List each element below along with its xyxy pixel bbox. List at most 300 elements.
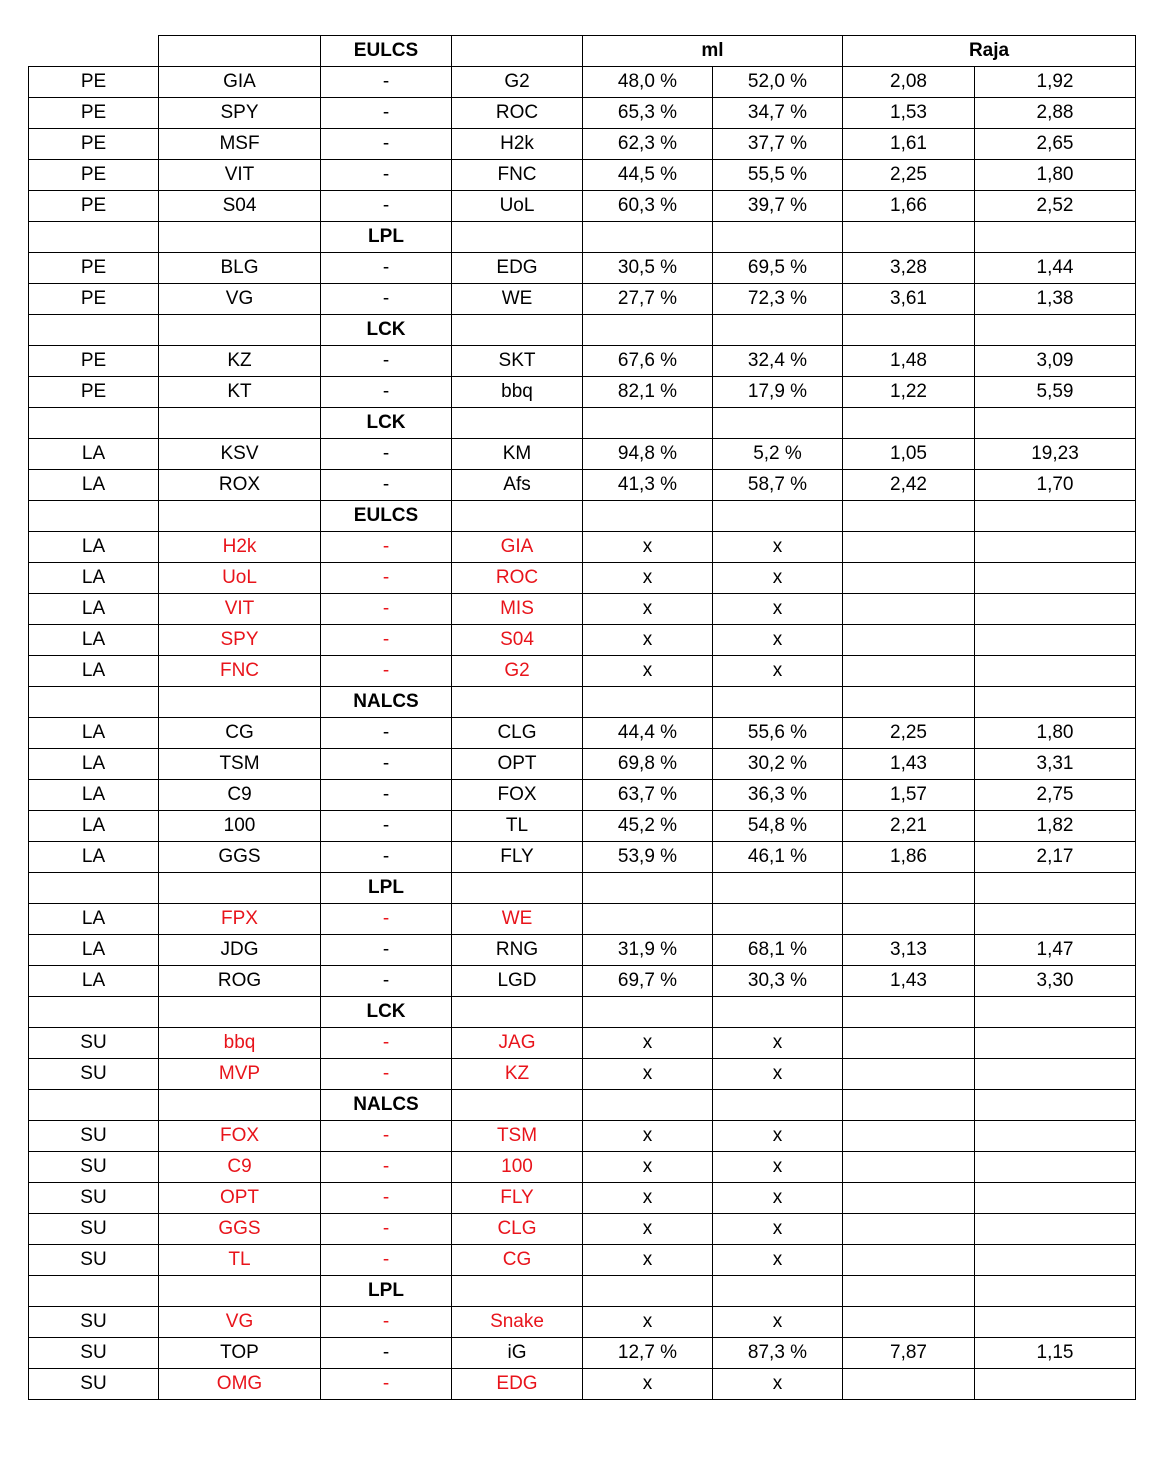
away-odds-cell: 3,09 xyxy=(975,346,1136,377)
league-row xyxy=(29,1090,1136,1121)
match-row xyxy=(29,966,1136,997)
home-odds-cell: 3,28 xyxy=(843,253,975,284)
away-odds-cell xyxy=(975,1369,1136,1400)
empty-cell xyxy=(159,687,321,718)
home-probability-cell: 65,3 % xyxy=(583,98,713,129)
day-cell: SU xyxy=(29,1214,159,1245)
empty-cell xyxy=(583,501,713,532)
home-probability-cell: 67,6 % xyxy=(583,346,713,377)
separator-cell: - xyxy=(321,718,452,749)
empty-cell xyxy=(713,408,843,439)
match-row xyxy=(29,191,1136,222)
empty-cell xyxy=(843,1090,975,1121)
away-odds-cell xyxy=(975,1214,1136,1245)
away-odds-cell: 2,65 xyxy=(975,129,1136,160)
day-cell: PE xyxy=(29,253,159,284)
away-probability-cell: 87,3 % xyxy=(713,1338,843,1369)
separator-cell: - xyxy=(321,67,452,98)
home-team-cell: TL xyxy=(159,1245,321,1276)
league-row xyxy=(29,687,1136,718)
home-probability-cell: x xyxy=(583,594,713,625)
away-odds-cell xyxy=(975,1245,1136,1276)
away-team-cell: S04 xyxy=(452,625,583,656)
match-row xyxy=(29,1307,1136,1338)
day-cell: LA xyxy=(29,563,159,594)
match-row xyxy=(29,1028,1136,1059)
league-row xyxy=(29,997,1136,1028)
league-label: LPL xyxy=(321,222,452,253)
away-odds-cell: 1,80 xyxy=(975,718,1136,749)
home-probability-cell: x xyxy=(583,1245,713,1276)
home-team-cell: TOP xyxy=(159,1338,321,1369)
day-cell: LA xyxy=(29,532,159,563)
day-cell: PE xyxy=(29,160,159,191)
match-row xyxy=(29,656,1136,687)
match-row xyxy=(29,811,1136,842)
home-odds-cell: 2,25 xyxy=(843,160,975,191)
home-odds-cell: 2,08 xyxy=(843,67,975,98)
away-team-cell: H2k xyxy=(452,129,583,160)
away-team-cell: LGD xyxy=(452,966,583,997)
day-cell: PE xyxy=(29,191,159,222)
empty-cell xyxy=(452,1090,583,1121)
league-row xyxy=(29,873,1136,904)
home-probability-cell xyxy=(583,904,713,935)
home-probability-cell: x xyxy=(583,656,713,687)
match-row xyxy=(29,1059,1136,1090)
empty-cell xyxy=(583,1276,713,1307)
match-row xyxy=(29,594,1136,625)
away-probability-cell: x xyxy=(713,594,843,625)
separator-cell: - xyxy=(321,935,452,966)
day-cell: SU xyxy=(29,1121,159,1152)
separator-cell: - xyxy=(321,470,452,501)
league-row xyxy=(29,315,1136,346)
match-row xyxy=(29,532,1136,563)
empty-cell xyxy=(583,1090,713,1121)
away-probability-cell: 52,0 % xyxy=(713,67,843,98)
away-odds-cell xyxy=(975,594,1136,625)
away-team-cell: FLY xyxy=(452,1183,583,1214)
home-team-cell: FPX xyxy=(159,904,321,935)
empty-cell xyxy=(713,501,843,532)
away-team-cell: TL xyxy=(452,811,583,842)
match-row xyxy=(29,718,1136,749)
away-team-cell: G2 xyxy=(452,67,583,98)
empty-cell xyxy=(29,1090,159,1121)
separator-cell: - xyxy=(321,749,452,780)
header-blank xyxy=(452,36,583,67)
home-odds-cell: 1,57 xyxy=(843,780,975,811)
separator-cell: - xyxy=(321,1338,452,1369)
separator-cell: - xyxy=(321,98,452,129)
home-probability-cell: x xyxy=(583,1214,713,1245)
day-cell: PE xyxy=(29,67,159,98)
league-label: EULCS xyxy=(321,501,452,532)
away-probability-cell: 34,7 % xyxy=(713,98,843,129)
away-odds-cell xyxy=(975,625,1136,656)
home-team-cell: CG xyxy=(159,718,321,749)
away-probability-cell: 54,8 % xyxy=(713,811,843,842)
empty-cell xyxy=(843,1276,975,1307)
empty-cell xyxy=(452,997,583,1028)
league-label: LCK xyxy=(321,997,452,1028)
empty-cell xyxy=(843,408,975,439)
away-probability-cell: 55,6 % xyxy=(713,718,843,749)
empty-cell xyxy=(713,997,843,1028)
away-probability-cell: 72,3 % xyxy=(713,284,843,315)
league-row xyxy=(29,501,1136,532)
away-team-cell: EDG xyxy=(452,1369,583,1400)
away-odds-cell: 1,70 xyxy=(975,470,1136,501)
away-odds-cell: 2,52 xyxy=(975,191,1136,222)
away-probability-cell xyxy=(713,904,843,935)
away-odds-cell xyxy=(975,656,1136,687)
away-odds-cell: 1,92 xyxy=(975,67,1136,98)
away-team-cell: MIS xyxy=(452,594,583,625)
match-row xyxy=(29,904,1136,935)
match-row xyxy=(29,470,1136,501)
away-odds-cell: 1,82 xyxy=(975,811,1136,842)
away-odds-cell xyxy=(975,563,1136,594)
home-team-cell: bbq xyxy=(159,1028,321,1059)
home-team-cell: VIT xyxy=(159,160,321,191)
away-team-cell: TSM xyxy=(452,1121,583,1152)
empty-cell xyxy=(29,315,159,346)
home-odds-cell: 1,48 xyxy=(843,346,975,377)
league-label: LPL xyxy=(321,873,452,904)
day-cell: LA xyxy=(29,470,159,501)
separator-cell: - xyxy=(321,191,452,222)
empty-cell xyxy=(159,997,321,1028)
away-team-cell: JAG xyxy=(452,1028,583,1059)
separator-cell: - xyxy=(321,284,452,315)
away-odds-cell xyxy=(975,532,1136,563)
header-raja: Raja xyxy=(843,36,1136,67)
match-row xyxy=(29,625,1136,656)
away-team-cell: OPT xyxy=(452,749,583,780)
away-team-cell: WE xyxy=(452,284,583,315)
day-cell: LA xyxy=(29,749,159,780)
empty-cell xyxy=(583,873,713,904)
away-odds-cell xyxy=(975,1059,1136,1090)
match-row xyxy=(29,935,1136,966)
home-odds-cell: 1,61 xyxy=(843,129,975,160)
home-team-cell: ROG xyxy=(159,966,321,997)
away-team-cell: CLG xyxy=(452,718,583,749)
day-cell: SU xyxy=(29,1307,159,1338)
home-probability-cell: 94,8 % xyxy=(583,439,713,470)
empty-cell xyxy=(583,315,713,346)
empty-cell xyxy=(159,315,321,346)
home-probability-cell: 31,9 % xyxy=(583,935,713,966)
league-label: NALCS xyxy=(321,1090,452,1121)
separator-cell: - xyxy=(321,346,452,377)
empty-cell xyxy=(452,222,583,253)
day-cell: SU xyxy=(29,1369,159,1400)
separator-cell: - xyxy=(321,439,452,470)
away-probability-cell: x xyxy=(713,1214,843,1245)
away-probability-cell: x xyxy=(713,625,843,656)
day-cell: LA xyxy=(29,842,159,873)
away-probability-cell: 55,5 % xyxy=(713,160,843,191)
empty-cell xyxy=(975,687,1136,718)
empty-cell xyxy=(843,501,975,532)
empty-cell xyxy=(159,222,321,253)
away-team-cell: RNG xyxy=(452,935,583,966)
day-cell: LA xyxy=(29,718,159,749)
home-team-cell: ROX xyxy=(159,470,321,501)
league-row xyxy=(29,1276,1136,1307)
empty-cell xyxy=(843,873,975,904)
home-probability-cell: 30,5 % xyxy=(583,253,713,284)
header-corner xyxy=(29,36,159,67)
home-odds-cell xyxy=(843,594,975,625)
away-probability-cell: 68,1 % xyxy=(713,935,843,966)
away-team-cell: UoL xyxy=(452,191,583,222)
empty-cell xyxy=(975,315,1136,346)
home-probability-cell: 44,4 % xyxy=(583,718,713,749)
away-odds-cell: 1,44 xyxy=(975,253,1136,284)
match-row xyxy=(29,749,1136,780)
empty-cell xyxy=(583,408,713,439)
empty-cell xyxy=(159,408,321,439)
home-team-cell: S04 xyxy=(159,191,321,222)
separator-cell: - xyxy=(321,594,452,625)
home-probability-cell: x xyxy=(583,532,713,563)
away-team-cell: CG xyxy=(452,1245,583,1276)
home-team-cell: JDG xyxy=(159,935,321,966)
home-probability-cell: 62,3 % xyxy=(583,129,713,160)
separator-cell: - xyxy=(321,129,452,160)
empty-cell xyxy=(975,1090,1136,1121)
home-team-cell: KSV xyxy=(159,439,321,470)
empty-cell xyxy=(713,873,843,904)
separator-cell: - xyxy=(321,1307,452,1338)
home-odds-cell xyxy=(843,1183,975,1214)
match-row xyxy=(29,98,1136,129)
day-cell: SU xyxy=(29,1028,159,1059)
day-cell: SU xyxy=(29,1338,159,1369)
away-odds-cell: 5,59 xyxy=(975,377,1136,408)
league-row xyxy=(29,222,1136,253)
home-odds-cell xyxy=(843,656,975,687)
away-team-cell: WE xyxy=(452,904,583,935)
empty-cell xyxy=(159,501,321,532)
away-probability-cell: 39,7 % xyxy=(713,191,843,222)
empty-cell xyxy=(975,222,1136,253)
separator-cell: - xyxy=(321,253,452,284)
home-team-cell: FNC xyxy=(159,656,321,687)
away-team-cell: FLY xyxy=(452,842,583,873)
away-team-cell: KM xyxy=(452,439,583,470)
league-label: LCK xyxy=(321,315,452,346)
away-probability-cell: 46,1 % xyxy=(713,842,843,873)
separator-cell: - xyxy=(321,1059,452,1090)
separator-cell: - xyxy=(321,1183,452,1214)
separator-cell: - xyxy=(321,1028,452,1059)
away-probability-cell: 37,7 % xyxy=(713,129,843,160)
home-probability-cell: 63,7 % xyxy=(583,780,713,811)
away-odds-cell xyxy=(975,1121,1136,1152)
home-odds-cell xyxy=(843,1121,975,1152)
home-odds-cell xyxy=(843,1369,975,1400)
empty-cell xyxy=(975,408,1136,439)
day-cell: SU xyxy=(29,1059,159,1090)
empty-cell xyxy=(29,687,159,718)
day-cell: LA xyxy=(29,811,159,842)
separator-cell: - xyxy=(321,1152,452,1183)
separator-cell: - xyxy=(321,1369,452,1400)
home-team-cell: OPT xyxy=(159,1183,321,1214)
away-odds-cell xyxy=(975,1028,1136,1059)
away-probability-cell: x xyxy=(713,1028,843,1059)
empty-cell xyxy=(713,687,843,718)
day-cell: PE xyxy=(29,377,159,408)
home-odds-cell xyxy=(843,563,975,594)
home-team-cell: GIA xyxy=(159,67,321,98)
away-team-cell: bbq xyxy=(452,377,583,408)
home-team-cell: C9 xyxy=(159,780,321,811)
day-cell: LA xyxy=(29,935,159,966)
separator-cell: - xyxy=(321,563,452,594)
empty-cell xyxy=(583,687,713,718)
header-blank xyxy=(159,36,321,67)
home-odds-cell: 1,66 xyxy=(843,191,975,222)
home-probability-cell: 60,3 % xyxy=(583,191,713,222)
home-odds-cell: 1,86 xyxy=(843,842,975,873)
empty-cell xyxy=(975,873,1136,904)
home-probability-cell: x xyxy=(583,1028,713,1059)
away-team-cell: Snake xyxy=(452,1307,583,1338)
home-team-cell: FOX xyxy=(159,1121,321,1152)
empty-cell xyxy=(583,222,713,253)
day-cell: PE xyxy=(29,129,159,160)
home-team-cell: OMG xyxy=(159,1369,321,1400)
home-team-cell: SPY xyxy=(159,625,321,656)
match-row xyxy=(29,346,1136,377)
home-odds-cell xyxy=(843,1214,975,1245)
empty-cell xyxy=(452,1276,583,1307)
away-odds-cell: 3,31 xyxy=(975,749,1136,780)
empty-cell xyxy=(975,501,1136,532)
separator-cell: - xyxy=(321,904,452,935)
home-team-cell: SPY xyxy=(159,98,321,129)
away-probability-cell: x xyxy=(713,1059,843,1090)
empty-cell xyxy=(975,1276,1136,1307)
match-row xyxy=(29,377,1136,408)
home-odds-cell xyxy=(843,625,975,656)
home-team-cell: MVP xyxy=(159,1059,321,1090)
home-probability-cell: 69,8 % xyxy=(583,749,713,780)
away-probability-cell: x xyxy=(713,563,843,594)
home-odds-cell: 2,25 xyxy=(843,718,975,749)
league-label: NALCS xyxy=(321,687,452,718)
away-probability-cell: x xyxy=(713,532,843,563)
match-row xyxy=(29,1121,1136,1152)
match-row xyxy=(29,1338,1136,1369)
match-row xyxy=(29,1245,1136,1276)
away-probability-cell: x xyxy=(713,1369,843,1400)
separator-cell: - xyxy=(321,160,452,191)
away-team-cell: 100 xyxy=(452,1152,583,1183)
home-probability-cell: x xyxy=(583,625,713,656)
match-row xyxy=(29,67,1136,98)
empty-cell xyxy=(29,1276,159,1307)
away-probability-cell: 69,5 % xyxy=(713,253,843,284)
empty-cell xyxy=(843,687,975,718)
away-team-cell: Afs xyxy=(452,470,583,501)
home-odds-cell xyxy=(843,1245,975,1276)
home-odds-cell xyxy=(843,1028,975,1059)
empty-cell xyxy=(159,873,321,904)
away-odds-cell xyxy=(975,1307,1136,1338)
home-odds-cell: 1,43 xyxy=(843,966,975,997)
home-team-cell: TSM xyxy=(159,749,321,780)
home-team-cell: VG xyxy=(159,284,321,315)
empty-cell xyxy=(452,873,583,904)
day-cell: SU xyxy=(29,1183,159,1214)
day-cell: SU xyxy=(29,1245,159,1276)
away-team-cell: ROC xyxy=(452,98,583,129)
day-cell: SU xyxy=(29,1152,159,1183)
home-probability-cell: 53,9 % xyxy=(583,842,713,873)
home-probability-cell: 48,0 % xyxy=(583,67,713,98)
away-probability-cell: x xyxy=(713,1183,843,1214)
home-probability-cell: 41,3 % xyxy=(583,470,713,501)
empty-cell xyxy=(843,997,975,1028)
separator-cell: - xyxy=(321,625,452,656)
away-team-cell: SKT xyxy=(452,346,583,377)
league-label: LCK xyxy=(321,408,452,439)
header-league: EULCS xyxy=(321,36,452,67)
separator-cell: - xyxy=(321,532,452,563)
empty-cell xyxy=(583,997,713,1028)
home-odds-cell xyxy=(843,1152,975,1183)
separator-cell: - xyxy=(321,377,452,408)
empty-cell xyxy=(159,1276,321,1307)
empty-cell xyxy=(29,408,159,439)
day-cell: LA xyxy=(29,904,159,935)
away-odds-cell: 3,30 xyxy=(975,966,1136,997)
home-odds-cell: 3,61 xyxy=(843,284,975,315)
home-probability-cell: 27,7 % xyxy=(583,284,713,315)
home-probability-cell: 12,7 % xyxy=(583,1338,713,1369)
away-team-cell: ROC xyxy=(452,563,583,594)
away-team-cell: KZ xyxy=(452,1059,583,1090)
home-probability-cell: x xyxy=(583,1369,713,1400)
away-probability-cell: 32,4 % xyxy=(713,346,843,377)
home-team-cell: BLG xyxy=(159,253,321,284)
match-row xyxy=(29,253,1136,284)
home-odds-cell: 2,42 xyxy=(843,470,975,501)
home-probability-cell: x xyxy=(583,1183,713,1214)
home-team-cell: UoL xyxy=(159,563,321,594)
home-odds-cell: 7,87 xyxy=(843,1338,975,1369)
away-odds-cell xyxy=(975,904,1136,935)
home-probability-cell: 82,1 % xyxy=(583,377,713,408)
home-team-cell: VG xyxy=(159,1307,321,1338)
empty-cell xyxy=(713,1090,843,1121)
home-odds-cell: 1,53 xyxy=(843,98,975,129)
home-probability-cell: x xyxy=(583,1152,713,1183)
home-probability-cell: 44,5 % xyxy=(583,160,713,191)
home-odds-cell: 1,22 xyxy=(843,377,975,408)
match-row xyxy=(29,129,1136,160)
separator-cell: - xyxy=(321,780,452,811)
away-probability-cell: 30,3 % xyxy=(713,966,843,997)
away-odds-cell: 2,88 xyxy=(975,98,1136,129)
